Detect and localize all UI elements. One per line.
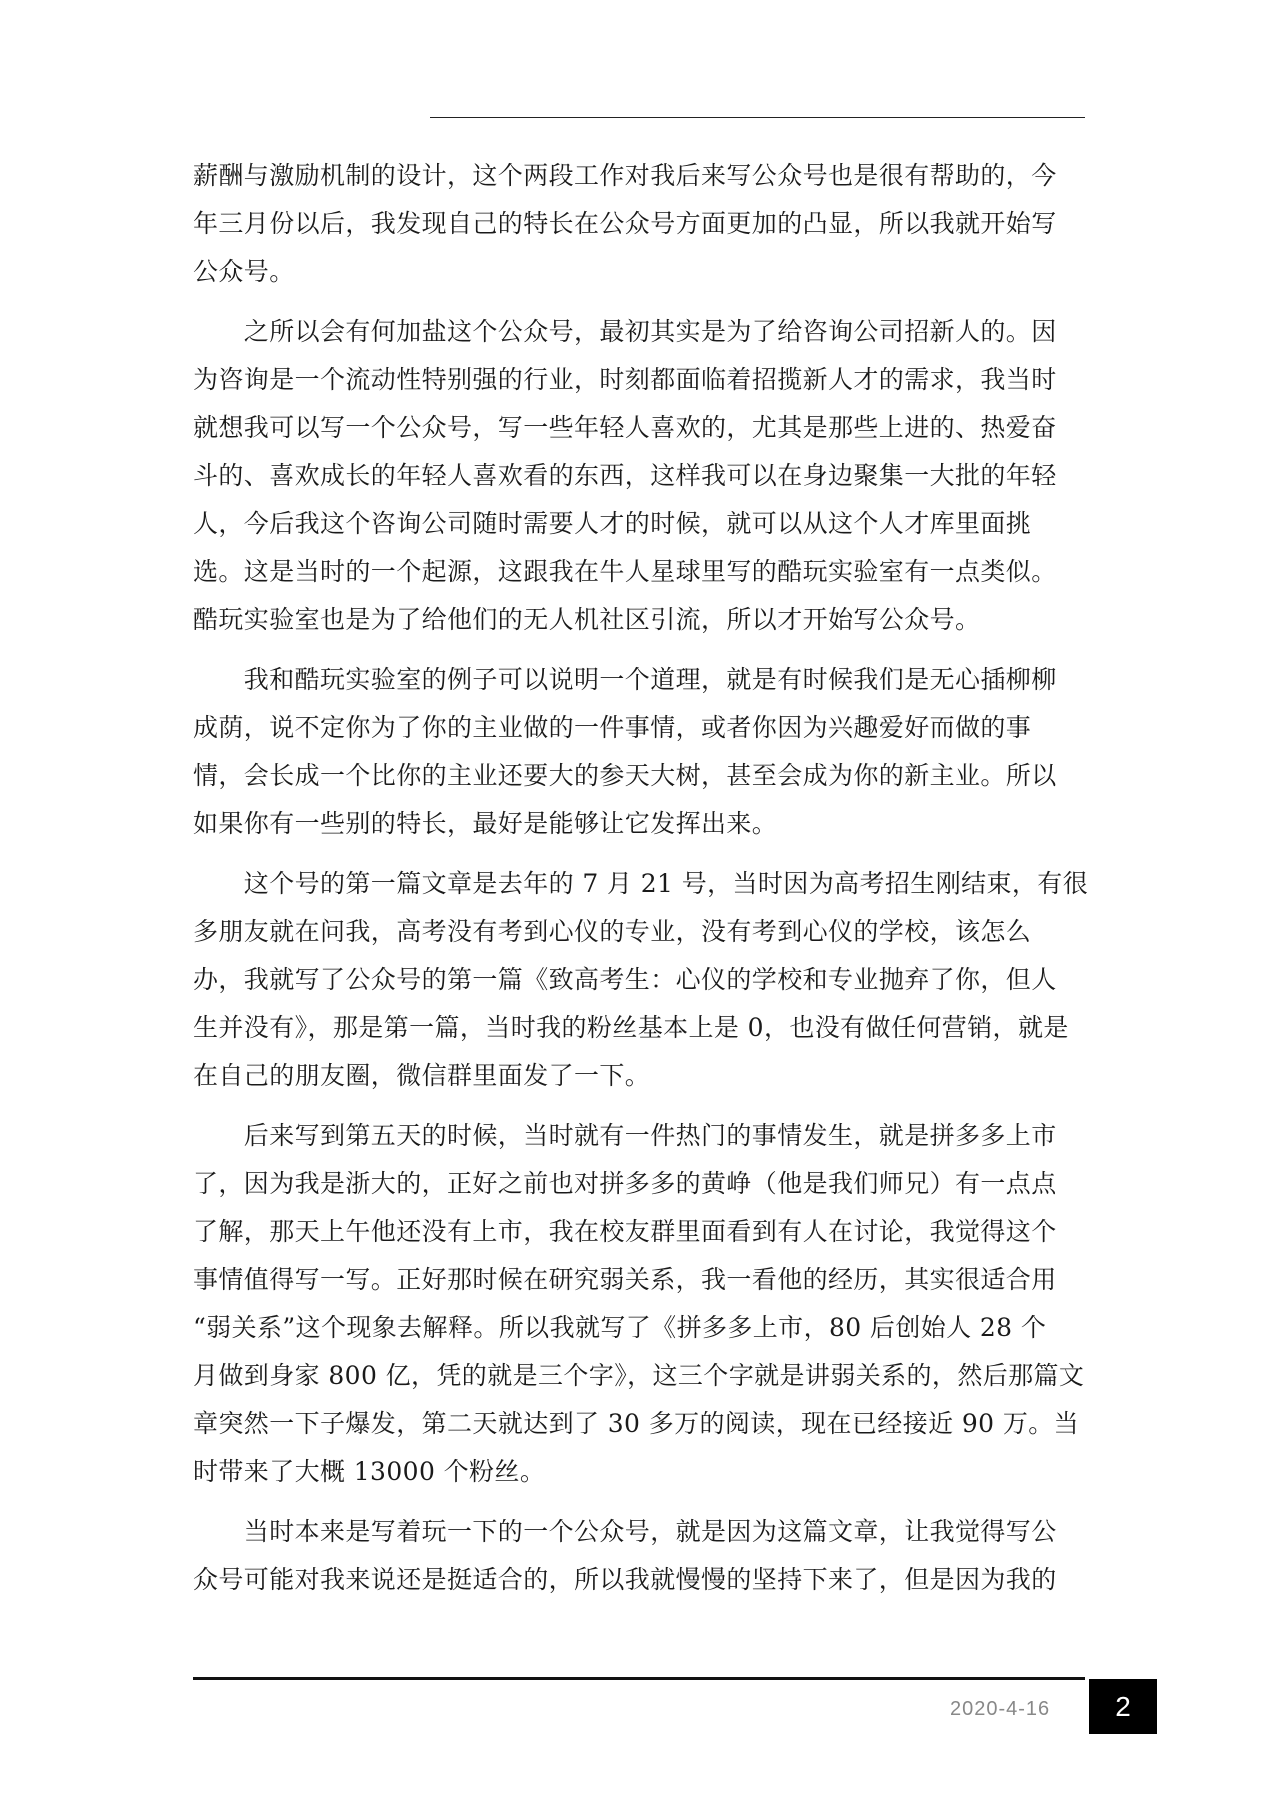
text-line: 在自己的朋友圈，微信群里面发了一下。 (193, 1061, 651, 1090)
text-line: 时带来了大概 13000 个粉丝。 (193, 1457, 546, 1486)
text-line: 事情值得写一写。正好那时候在研究弱关系，我一看他的经历，其实很适合用 (193, 1265, 1057, 1294)
text-line: 后来写到第五天的时候，当时就有一件热门的事情发生，就是拼多多上市 (193, 1121, 1057, 1150)
text-line: 了，因为我是浙大的，正好之前也对拼多多的黄峥（他是我们师兄）有一点点 (193, 1169, 1057, 1198)
paragraph (193, 1508, 1083, 1604)
footer-date: 2020-4-16 (950, 1698, 1051, 1720)
page-number: 2 (1115, 1690, 1131, 1722)
text-line: 这个号的第一篇文章是去年的 7 月 21 号，当时因为高考招生刚结束，有很 (193, 869, 1089, 898)
text-line: 章突然一下子爆发，第二天就达到了 30 多万的阅读，现在已经接近 90 万。当 (193, 1409, 1080, 1438)
text-line: 多朋友就在问我，高考没有考到心仪的专业，没有考到心仪的学校，该怎么 (193, 917, 1032, 946)
text-line: 选。这是当时的一个起源，这跟我在牛人星球里写的酷玩实验室有一点类似。 (193, 557, 1057, 586)
footer-rule (193, 1677, 1085, 1680)
text-line: 就想我可以写一个公众号，写一些年轻人喜欢的，尤其是那些上进的、热爱奋 (193, 413, 1057, 442)
text-line: 当时本来是写着玩一下的一个公众号，就是因为这篇文章，让我觉得写公 (193, 1517, 1057, 1546)
text-line: “弱关系”这个现象去解释。所以我就写了《拼多多上市，80 后创始人 28 个 (193, 1313, 1047, 1342)
text-line: 酷玩实验室也是为了给他们的无人机社区引流，所以才开始写公众号。 (193, 605, 981, 634)
paragraph (193, 308, 1083, 644)
text-line: 了解，那天上午他还没有上市，我在校友群里面看到有人在讨论，我觉得这个 (193, 1217, 1057, 1246)
text-line: 薪酬与激励机制的设计，这个两段工作对我后来写公众号也是很有帮助的，今 (193, 161, 1057, 190)
text-line: 成荫，说不定你为了你的主业做的一件事情，或者你因为兴趣爱好而做的事 (193, 713, 1032, 742)
text-line: 月做到身家 800 亿，凭的就是三个字》，这三个字就是讲弱关系的，然后那篇文 (193, 1361, 1085, 1390)
paragraph (193, 860, 1089, 1100)
text-line: 年三月份以后，我发现自己的特长在公众号方面更加的凸显，所以我就开始写 (193, 209, 1057, 238)
header-rule (430, 117, 1085, 118)
text-line: 之所以会有何加盐这个公众号，最初其实是为了给咨询公司招新人的。因 (193, 317, 1057, 346)
paragraph (193, 152, 1083, 296)
text-line: 我和酷玩实验室的例子可以说明一个道理，就是有时候我们是无心插柳柳 (193, 665, 1057, 694)
paragraph (193, 1112, 1083, 1496)
text-line: 如果你有一些别的特长，最好是能够让它发挥出来。 (193, 809, 778, 838)
text-line: 斗的、喜欢成长的年轻人喜欢看的东西，这样我可以在身边聚集一大批的年轻 (193, 461, 1057, 490)
page-number-box (1089, 1679, 1157, 1734)
text-line: 办，我就写了公众号的第一篇《致高考生：心仪的学校和专业抛弃了你，但人 (193, 965, 1057, 994)
text-line: 生并没有》，那是第一篇，当时我的粉丝基本上是 0，也没有做任何营销，就是 (193, 1013, 1069, 1042)
text-line: 情，会长成一个比你的主业还要大的参天大树，甚至会成为你的新主业。所以 (193, 761, 1057, 790)
text-line: 为咨询是一个流动性特别强的行业，时刻都面临着招揽新人才的需求，我当时 (193, 365, 1057, 394)
paragraph (193, 656, 1083, 848)
text-line: 人，今后我这个咨询公司随时需要人才的时候，就可以从这个人才库里面挑 (193, 509, 1032, 538)
text-line: 众号可能对我来说还是挺适合的，所以我就慢慢的坚持下来了，但是因为我的 (193, 1565, 1057, 1594)
document-body (193, 152, 1089, 1604)
text-line: 公众号。 (193, 257, 295, 286)
